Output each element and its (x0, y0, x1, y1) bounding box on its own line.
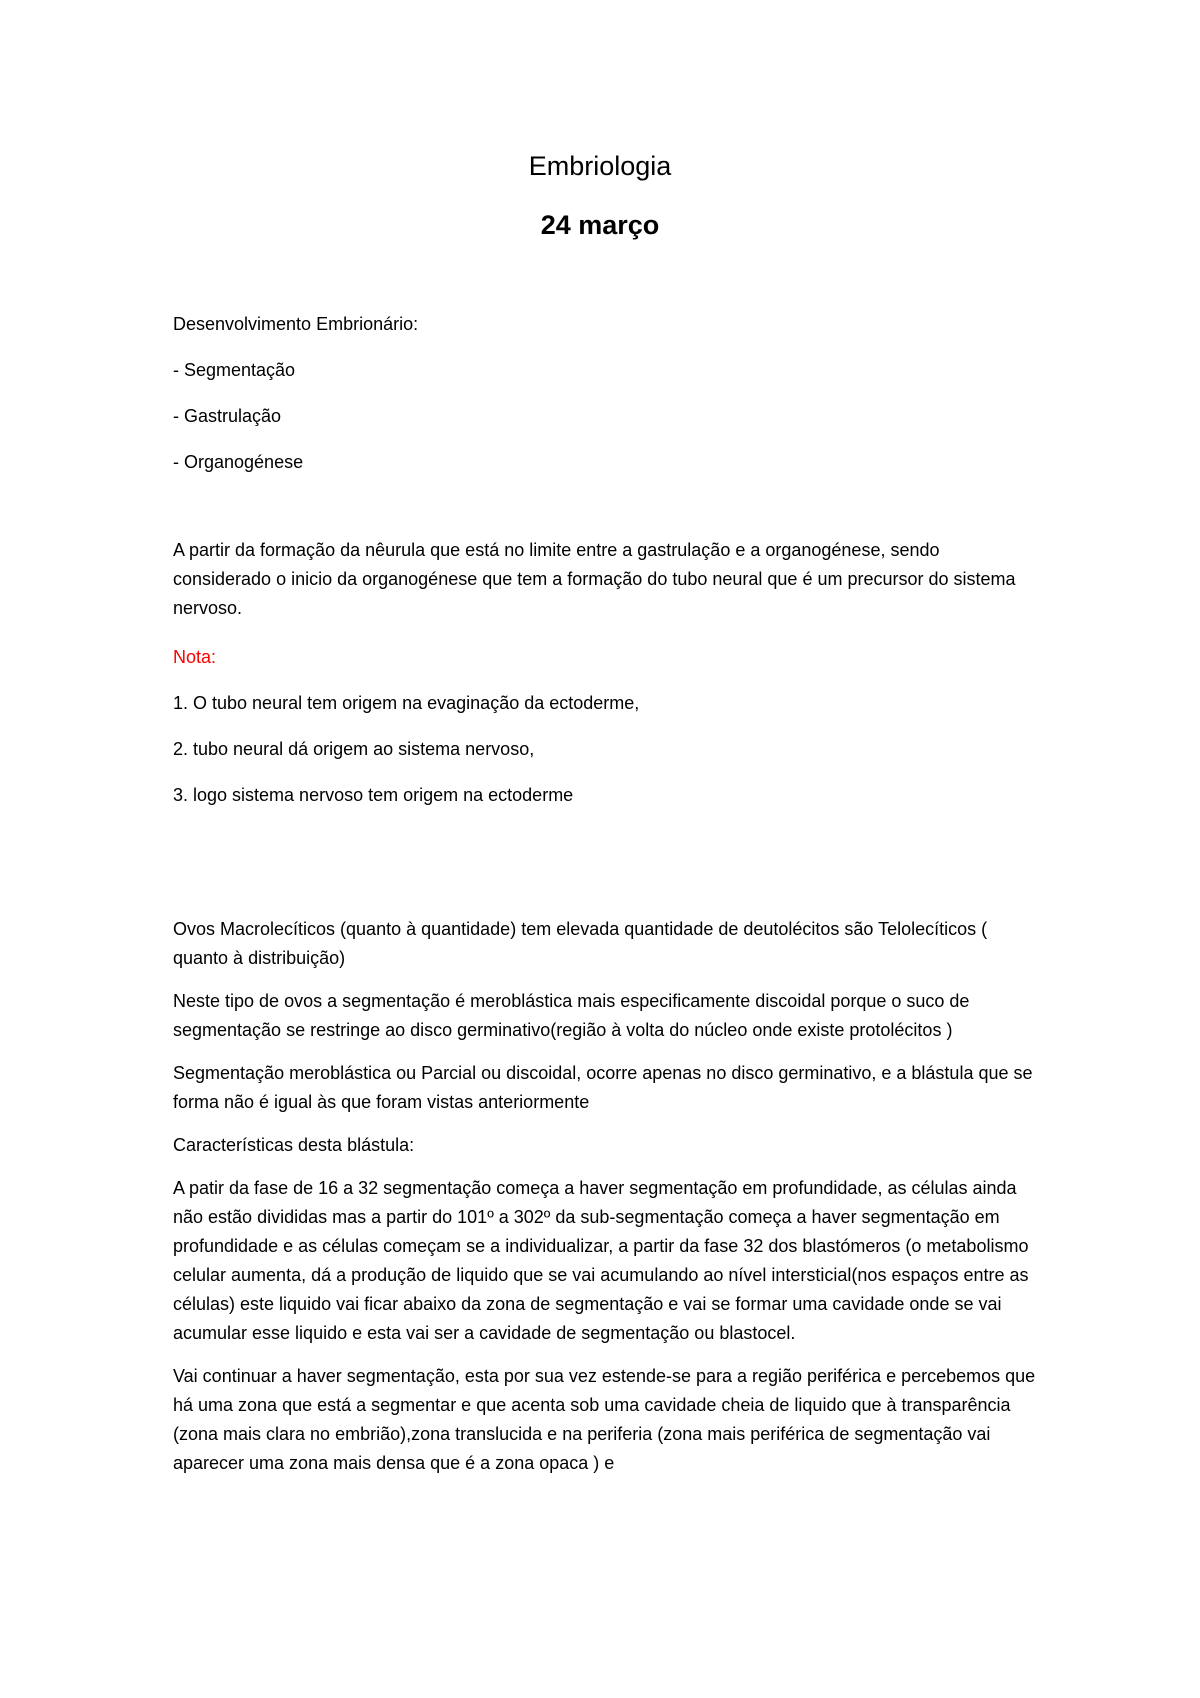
paragraph: A partir da formação da nêurula que está no limite entre a gastrulação e a organogénese, sendo considerado o inicio da organogénese que tem a formação do tubo neural que é um precursor do sistema nervoso. (173, 540, 1016, 618)
paragraph: Características desta blástula: (173, 1135, 415, 1155)
paragraph: Vai continuar a haver segmentação, esta por sua vez estende-se para a região periférica e percebemos que há uma zona que está a segmentar e que acenta sob uma cavidade cheia de liquido que à transparência (zona mais clara no embrião),zona translucida e na periferia (zona mais periférica de segmentação vai aparecer uma zona mais densa que é a zona opaca ) e (173, 1366, 1036, 1473)
body-section (173, 915, 1038, 1478)
note-item: 2. tubo neural dá origem ao sistema nervoso, (173, 739, 535, 759)
note-section (173, 643, 1038, 810)
document-date: 24 março (540, 210, 660, 240)
paragraph: Segmentação meroblástica ou Parcial ou discoidal, ocorre apenas no disco germinativo, e a blástula que se forma não é igual às que foram vistas anteriormente (173, 1063, 1033, 1112)
neurula-paragraph-block (173, 536, 1038, 623)
paragraph: Neste tipo de ovos a segmentação é meroblástica mais especificamente discoidal porque o suco de segmentação se restringe ao disco germinativo(região à volta do núcleo onde existe protolécitos ) (173, 991, 970, 1040)
development-heading: Desenvolvimento Embrionário: (173, 314, 419, 334)
note-item: 3. logo sistema nervoso tem origem na ectoderme (173, 785, 574, 805)
list-item: - Segmentação (173, 360, 296, 380)
list-item: - Organogénese (173, 452, 304, 472)
note-item: 1. O tubo neural tem origem na evaginação da ectoderme, (173, 693, 640, 713)
list-item: - Gastrulação (173, 406, 282, 426)
note-label: Nota: (173, 647, 217, 667)
paragraph: Ovos Macrolecíticos (quanto à quantidade) tem elevada quantidade de deutolécitos são Telolecíticos ( quanto à distribuição) (173, 919, 988, 968)
paragraph: A patir da fase de 16 a 32 segmentação começa a haver segmentação em profundidade, as células ainda não estão divididas mas a partir do 101º a 302º da sub-segmentação começa a haver segmentação em profundidade e as células começam se a individualizar, a partir da fase 32 dos blastómeros (o metabolismo celular aumenta, dá a produção de liquido que se vai acumulando ao nível intersticial(nos espaços entre as células) este liquido vai ficar abaixo da zona de segmentação e vai se formar uma cavidade onde se vai acumular esse liquido e esta vai ser a cavidade de segmentação ou blastocel. (173, 1178, 1029, 1343)
document-title: Embriologia (528, 151, 672, 181)
development-section (173, 310, 1038, 477)
